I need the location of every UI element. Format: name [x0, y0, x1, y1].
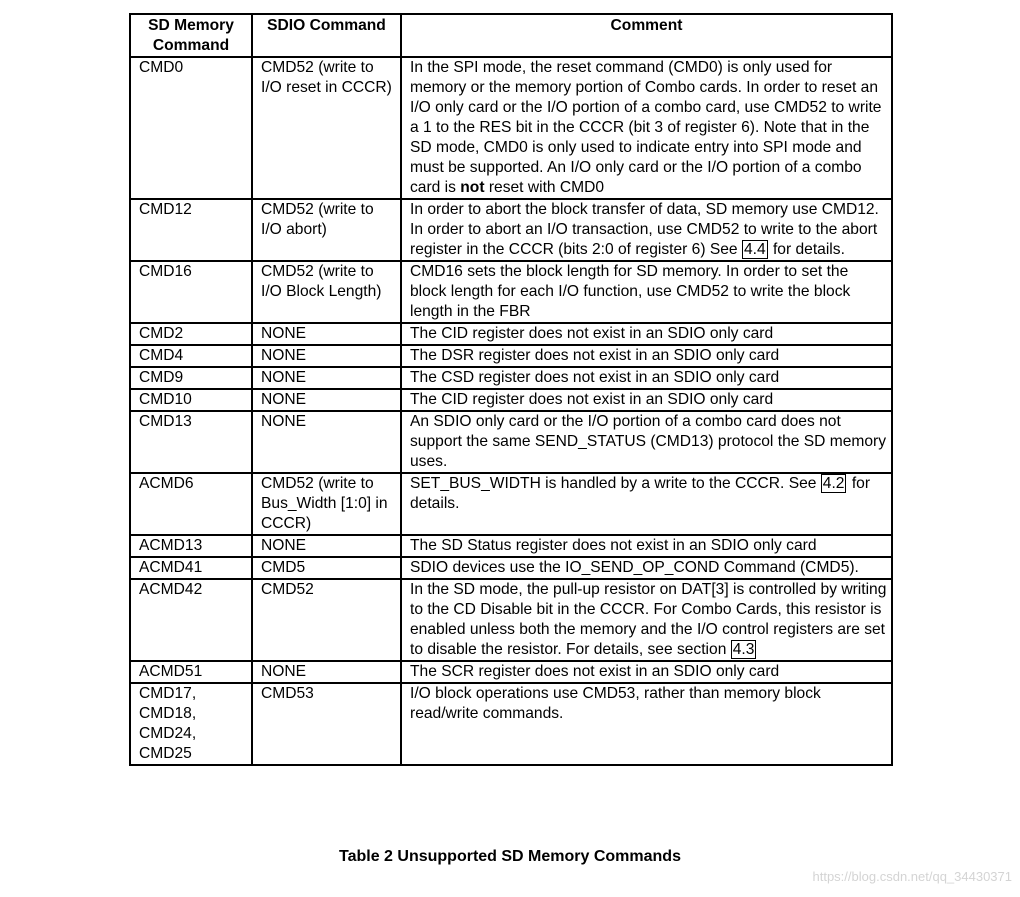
sd-memory-command-cell: CMD9 [130, 367, 252, 389]
table-row [130, 473, 892, 535]
watermark-text: https://blog.csdn.net/qq_34430371 [812, 869, 1012, 884]
comment-cell [401, 389, 892, 411]
comment-text: In the SPI mode, the reset command (CMD0) is only used for memory or the memory portion of Combo cards. In order to reset an I/O only card or the I/O portion of a combo card, use CMD52 to write a 1 to the RES bit in the CCCR (bit 3 of register 6). Note that in the SD mode, CMD0 is only used to indicate entry into SPI mode and must be supported. An I/O only card or the I/O portion of a combo card is [410, 59, 882, 196]
comment-cell [401, 345, 892, 367]
sd-memory-command-cell: CMD4 [130, 345, 252, 367]
section-reference-link[interactable]: 4.3 [732, 641, 755, 658]
sd-memory-command-cell: ACMD41 [130, 557, 252, 579]
sd-memory-command-cell: CMD0 [130, 57, 252, 199]
sd-memory-command-cell: CMD12 [130, 199, 252, 261]
table-row [130, 323, 892, 345]
sd-memory-command-cell: CMD2 [130, 323, 252, 345]
sd-memory-command-cell: ACMD6 [130, 473, 252, 535]
comment-cell [401, 579, 892, 661]
sdio-command-cell: CMD52 (write to I/O reset in CCCR) [252, 57, 401, 199]
comment-text: An SDIO only card or the I/O portion of a combo card does not support the same SEND_STATUS (CMD13) protocol the SD memory uses. [410, 413, 887, 470]
comment-text-after: reset with CMD0 [484, 179, 605, 196]
table-row [130, 535, 892, 557]
table-row [130, 199, 892, 261]
header-comment: Comment [401, 14, 892, 57]
sdio-command-cell: NONE [252, 323, 401, 345]
comment-cell [401, 535, 892, 557]
comment-text: The CID register does not exist in an SDIO only card [410, 391, 774, 408]
sdio-command-cell: CMD52 (write to I/O Block Length) [252, 261, 401, 323]
section-reference-link[interactable]: 4.2 [822, 475, 845, 492]
table-caption: Table 2 Unsupported SD Memory Commands [339, 848, 681, 865]
unsupported-commands-table [129, 13, 893, 766]
sd-memory-command-cell: CMD13 [130, 411, 252, 473]
comment-cell [401, 661, 892, 683]
comment-text-after: for details. [410, 475, 871, 512]
header-row [130, 14, 892, 57]
table-body [130, 57, 892, 765]
table-row [130, 557, 892, 579]
table-row [130, 579, 892, 661]
header-sd-memory-command: SD Memory Command [130, 14, 252, 57]
sdio-command-cell: NONE [252, 345, 401, 367]
table-row [130, 389, 892, 411]
comment-text: The SCR register does not exist in an SDIO only card [410, 663, 780, 680]
table-row [130, 661, 892, 683]
sdio-command-cell: CMD52 (write to I/O abort) [252, 199, 401, 261]
sdio-command-cell: CMD53 [252, 683, 401, 765]
comment-cell [401, 323, 892, 345]
header-sdio-command: SDIO Command [252, 14, 401, 57]
comment-cell [401, 199, 892, 261]
table-row [130, 411, 892, 473]
sd-memory-command-cell: ACMD42 [130, 579, 252, 661]
comment-cell [401, 57, 892, 199]
sdio-command-cell: NONE [252, 411, 401, 473]
table-row [130, 683, 892, 765]
sdio-command-cell: CMD52 [252, 579, 401, 661]
comment-text: SET_BUS_WIDTH is handled by a write to the CCCR. See [410, 475, 821, 492]
sdio-command-cell: NONE [252, 535, 401, 557]
comment-cell [401, 367, 892, 389]
comment-emphasis: not [460, 179, 485, 196]
comment-text: The DSR register does not exist in an SDIO only card [410, 347, 780, 364]
sd-memory-command-cell: CMD17, CMD18, CMD24, CMD25 [130, 683, 252, 765]
table-row [130, 367, 892, 389]
comment-text: The CSD register does not exist in an SDIO only card [410, 369, 780, 386]
table-row [130, 345, 892, 367]
section-reference-link[interactable]: 4.4 [743, 241, 766, 258]
sdio-command-cell: CMD52 (write to Bus_Width [1:0] in CCCR) [252, 473, 401, 535]
comment-text-after: for details. [768, 241, 845, 258]
comment-text: In the SD mode, the pull-up resistor on DAT[3] is controlled by writing to the CD Disable bit in the CCCR. For Combo Cards, this resistor is enabled unless both the memory and the I/O control registers are set to disable the resistor. For details, see section [410, 581, 887, 658]
sdio-command-cell: NONE [252, 661, 401, 683]
table-header [130, 14, 892, 57]
sd-memory-command-cell: CMD10 [130, 389, 252, 411]
comment-cell [401, 557, 892, 579]
comment-text: The SD Status register does not exist in an SDIO only card [410, 537, 817, 554]
table-row [130, 261, 892, 323]
comment-cell [401, 683, 892, 765]
comment-text: The CID register does not exist in an SDIO only card [410, 325, 774, 342]
sd-memory-command-cell: CMD16 [130, 261, 252, 323]
comment-text: In order to abort the block transfer of data, SD memory use CMD12. In order to abort an I/O transaction, use CMD52 to write to the abort register in the CCCR (bits 2:0 of register 6) See [410, 201, 879, 258]
sd-memory-command-cell: ACMD13 [130, 535, 252, 557]
comment-text: CMD16 sets the block length for SD memory. In order to set the block length for each I/O function, use CMD52 to write the block length in the FBR [410, 263, 851, 320]
comment-text: I/O block operations use CMD53, rather than memory block read/write commands. [410, 685, 821, 722]
sd-memory-command-cell: ACMD51 [130, 661, 252, 683]
sdio-command-cell: CMD5 [252, 557, 401, 579]
sdio-command-cell: NONE [252, 367, 401, 389]
comment-text: SDIO devices use the IO_SEND_OP_COND Command (CMD5). [410, 559, 859, 576]
comment-cell [401, 261, 892, 323]
sdio-command-cell: NONE [252, 389, 401, 411]
table-row [130, 57, 892, 199]
comment-cell [401, 473, 892, 535]
comment-cell [401, 411, 892, 473]
